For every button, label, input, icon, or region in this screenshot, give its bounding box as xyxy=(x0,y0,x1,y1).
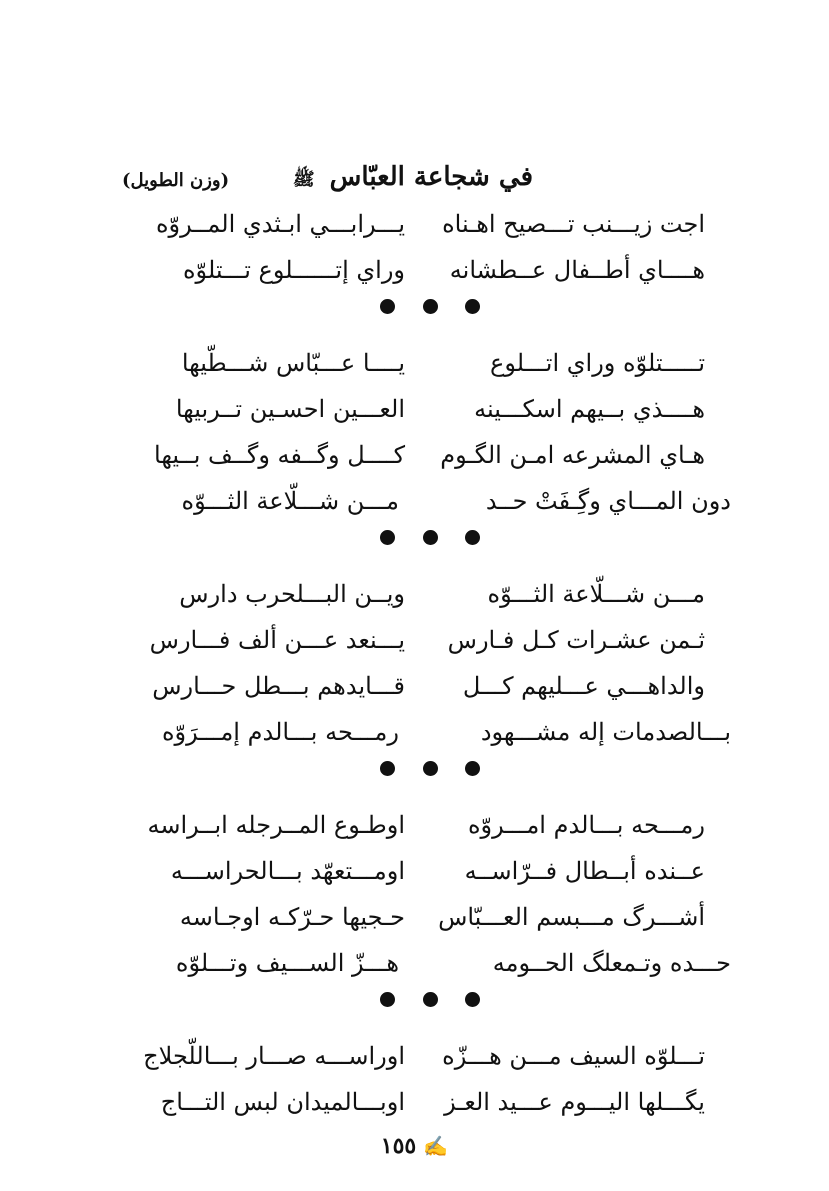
stanza-separator xyxy=(380,992,480,1007)
verse-line xyxy=(0,949,829,995)
verse-line xyxy=(0,672,829,718)
second-hemistich: يـــنعد عـــن ألف فـــارس xyxy=(149,626,405,654)
honorific-mark: ﷺ xyxy=(292,169,315,190)
separator-dot xyxy=(380,761,395,776)
verse-line xyxy=(0,256,829,302)
verse-line xyxy=(0,811,829,857)
verse-line xyxy=(0,626,829,672)
stanza xyxy=(0,1042,829,1134)
second-hemistich: حـجيها حـرّكـه اوجـاسه xyxy=(179,903,405,931)
page-footer xyxy=(0,1133,829,1159)
separator-dot xyxy=(465,761,480,776)
second-hemistich: مـــن شـــلّاعة الثـــوّه xyxy=(181,487,399,515)
first-hemistich: هــــذي بــيهم اسكـــينه xyxy=(474,395,705,423)
second-hemistich: وراي إتــــــلوع تـــتلوّه xyxy=(182,256,405,284)
first-hemistich: بـــالصدمات إله مشـــهود xyxy=(480,718,731,746)
second-hemistich: يــــا عـــبّاس شـــطّيها xyxy=(181,349,405,377)
verse-line xyxy=(0,857,829,903)
second-hemistich: كــــل وگــفه وگــف بــيها xyxy=(154,441,405,469)
second-hemistich: اومـــتعهّد بـــالحراســـه xyxy=(170,857,405,885)
verse-line xyxy=(0,210,829,256)
verse-line xyxy=(0,718,829,764)
second-hemistich: يـــرابـــي ابـثدي المــروّه xyxy=(155,210,405,238)
first-hemistich: أشـــرگ مـــبسم العـــبّاس xyxy=(438,903,705,931)
first-hemistich: والداهـــي عـــليهم كـــل xyxy=(462,672,705,700)
stanza xyxy=(0,210,829,302)
second-hemistich: ويــن البـــلحرب دارس xyxy=(179,580,405,608)
verse-line xyxy=(0,1088,829,1134)
pen-nib-icon: ✍ xyxy=(423,1134,449,1158)
second-hemistich: قـــايدهم بـــطل حـــارس xyxy=(152,672,405,700)
second-hemistich: اوبـــالميدان لبس التـــاج xyxy=(160,1088,405,1116)
verse-line xyxy=(0,395,829,441)
stanza xyxy=(0,349,829,533)
stanza-separator xyxy=(380,530,480,545)
poem-title-text: في شجاعة العبّاس xyxy=(329,162,533,192)
separator-dot xyxy=(465,530,480,545)
verse-line xyxy=(0,580,829,626)
first-hemistich: حـــده وتـمعلگ الحــومه xyxy=(492,949,731,977)
separator-dot xyxy=(465,992,480,1007)
separator-dot xyxy=(423,530,438,545)
first-hemistich: مـــن شـــلّاعة الثـــوّه xyxy=(487,580,705,608)
second-hemistich: اوطـوع المــرجله ابــراسه xyxy=(147,811,405,839)
separator-dot xyxy=(380,530,395,545)
stanza-separator xyxy=(380,761,480,776)
stanza xyxy=(0,580,829,764)
verse-line xyxy=(0,441,829,487)
first-hemistich: يگـــلها اليـــوم عـــيد العـز xyxy=(444,1088,705,1116)
verse-line xyxy=(0,487,829,533)
first-hemistich: تـــــتلوّه وراي اتـــلوع xyxy=(490,349,705,377)
page-number: ١٥٥ xyxy=(380,1133,417,1159)
separator-dot xyxy=(423,992,438,1007)
second-hemistich: هـــزّ الســـيف وتـــلوّه xyxy=(175,949,399,977)
first-hemistich: اجت زيـــنب تـــصيح اهـناه xyxy=(442,210,705,238)
second-hemistich: اوراســـه صـــار بـــاللّجلاج xyxy=(143,1042,405,1070)
poem-title xyxy=(293,162,533,194)
first-hemistich: رمـــحه بـــالدم امـــروّه xyxy=(467,811,705,839)
meter-label: (وزن الطويل) xyxy=(122,170,230,191)
first-hemistich: تـــلوّه السيف مـــن هـــزّه xyxy=(442,1042,705,1070)
verse-line xyxy=(0,349,829,395)
first-hemistich: هــــاي أطــفال عــطشانه xyxy=(449,256,705,284)
separator-dot xyxy=(380,992,395,1007)
stanza-separator xyxy=(380,299,480,314)
first-hemistich: ثـمن عشـرات كـل فـارس xyxy=(447,626,705,654)
separator-dot xyxy=(423,761,438,776)
verse-line xyxy=(0,1042,829,1088)
second-hemistich: العـــين احسـين تــربيها xyxy=(175,395,405,423)
first-hemistich: هـاي المشرعه امـن الگـوم xyxy=(440,441,705,469)
stanza xyxy=(0,811,829,995)
separator-dot xyxy=(465,299,480,314)
verse-line xyxy=(0,903,829,949)
first-hemistich: عــنده أبــطال فــرّاســه xyxy=(464,857,705,885)
page-header xyxy=(0,162,829,202)
second-hemistich: رمـــحه بـــالدم إمـــرَوّه xyxy=(161,718,399,746)
first-hemistich: دون المـــاي وگِـفَتْ حــد xyxy=(485,487,731,515)
separator-dot xyxy=(423,299,438,314)
separator-dot xyxy=(380,299,395,314)
